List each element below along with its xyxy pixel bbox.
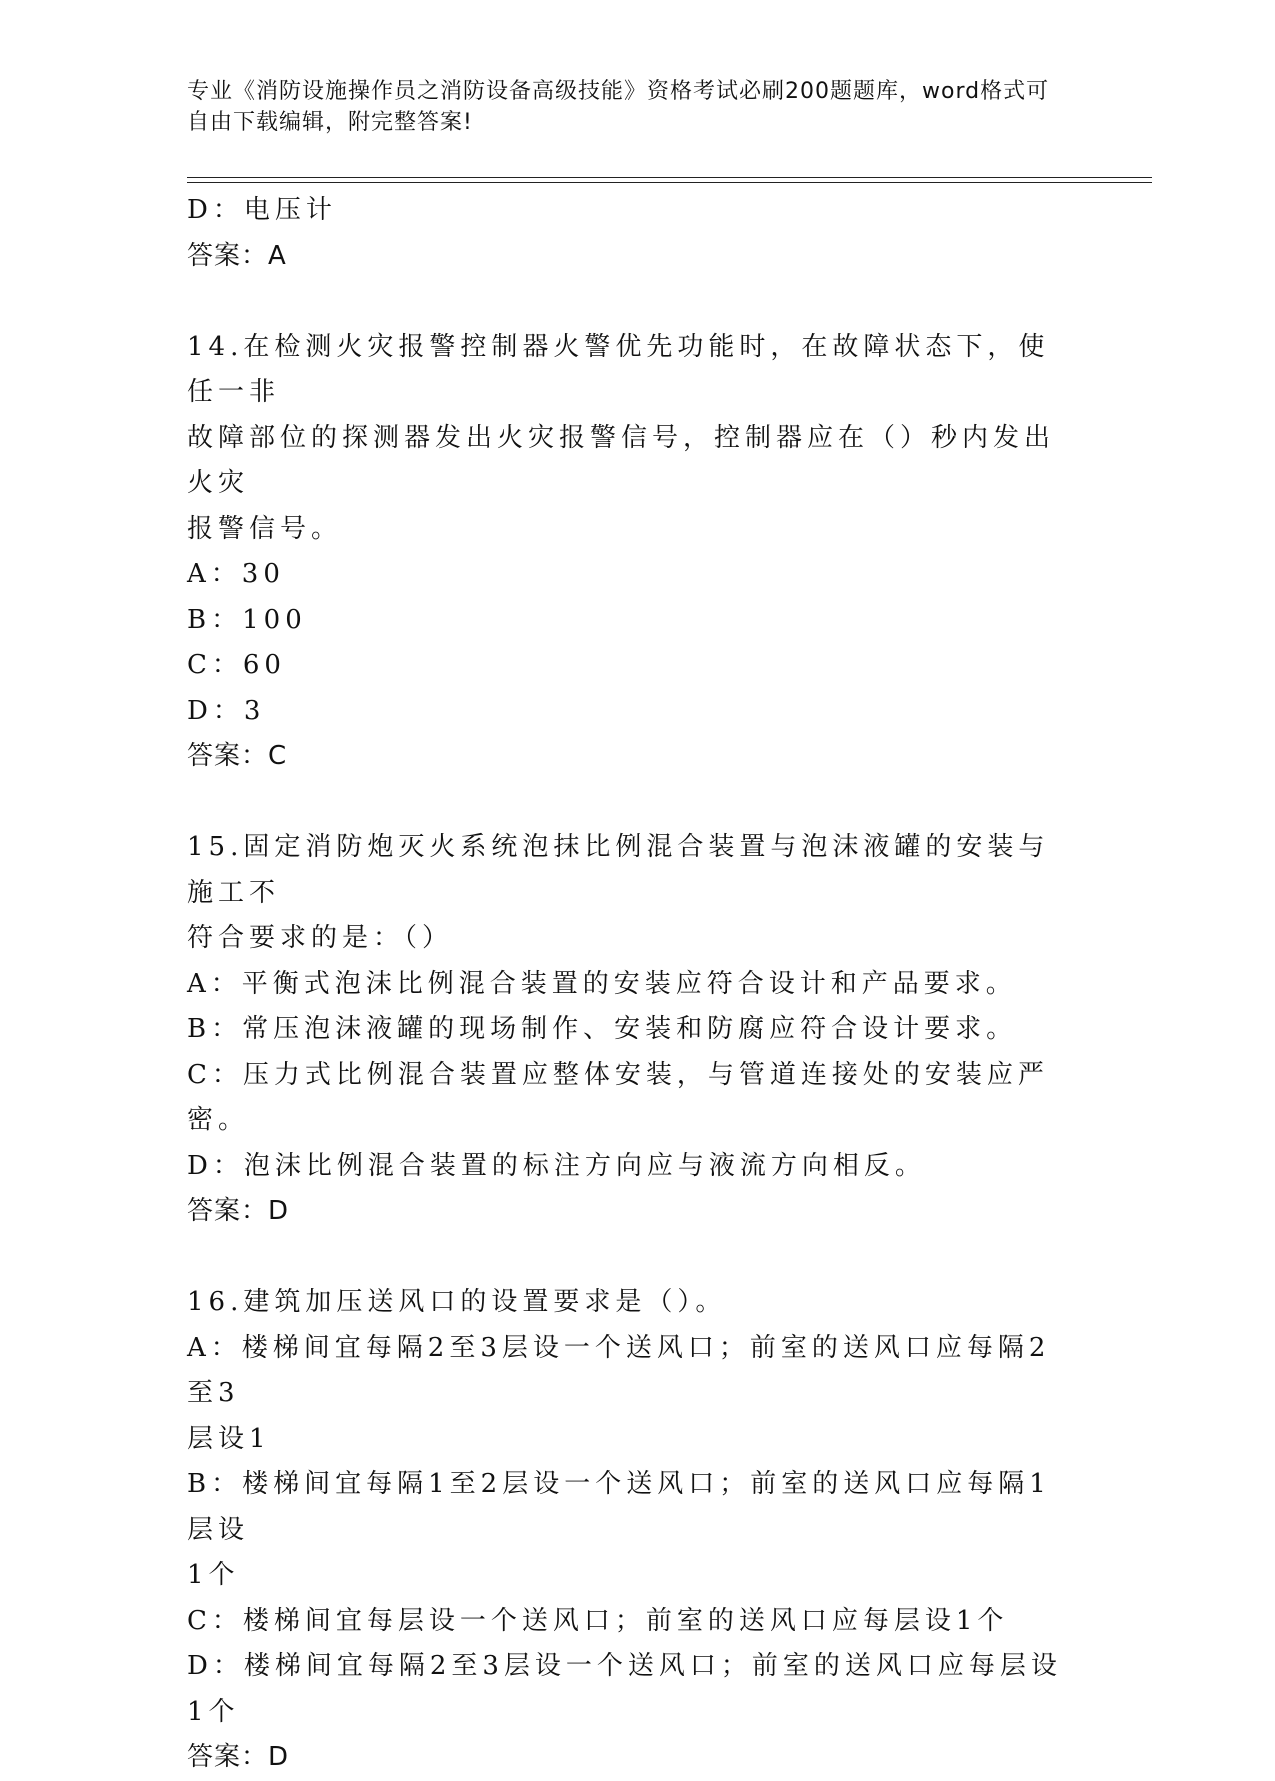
answer: 答案：C — [187, 741, 288, 771]
option-b: B：楼梯间宜每隔1至2层设一个送风口；前室的送风口应每隔1层设 — [187, 1469, 1051, 1545]
question-16 — [187, 1280, 1077, 1781]
option-d: D：电压计 — [187, 195, 337, 225]
previous-question-tail — [187, 188, 1077, 279]
spacer — [187, 279, 1077, 325]
option-a: A：30 — [187, 559, 285, 589]
option-c: C：60 — [187, 650, 286, 680]
spacer — [187, 780, 1077, 826]
question-text-line: 15.固定消防炮灭火系统泡抹比例混合装置与泡沫液罐的安装与施工不 — [187, 832, 1050, 908]
option-b-continued: 1个 — [187, 1560, 240, 1590]
answer: 答案：D — [187, 1742, 290, 1772]
answer: 答案：D — [187, 1196, 290, 1226]
option-d: D：泡沫比例混合装置的标注方向应与液流方向相反。 — [187, 1150, 926, 1181]
option-d: D：楼梯间宜每隔2至3层设一个送风口；前室的送风口应每层设1个 — [187, 1651, 1062, 1727]
spacer — [187, 1235, 1077, 1281]
option-c: C：楼梯间宜每层设一个送风口；前室的送风口应每层设1个 — [187, 1605, 1009, 1636]
option-c: C：压力式比例混合装置应整体安装，与管道连接处的安装应严密。 — [187, 1059, 1049, 1135]
option-a: A：平衡式泡沫比例混合装置的安装应符合设计和产品要求。 — [187, 968, 1017, 999]
question-text-line: 故障部位的探测器发出火灾报警信号，控制器应在（）秒内发出火灾 — [187, 422, 1056, 498]
question-text-line: 报警信号。 — [187, 513, 343, 544]
header-rule-bottom — [187, 182, 1152, 183]
option-a-continued: 层设1 — [187, 1423, 271, 1454]
question-15 — [187, 825, 1077, 1235]
option-a: A：楼梯间宜每隔2至3层设一个送风口；前室的送风口应每隔2至3 — [187, 1332, 1051, 1408]
option-b: B：常压泡沫液罐的现场制作、安装和防腐应符合设计要求。 — [187, 1014, 1018, 1044]
header-text: 专业《消防设施操作员之消防设备高级技能》资格考试必刷200题题库，word格式可自由下载编辑，附完整答案! — [187, 79, 1050, 135]
question-text-line: 符合要求的是：（） — [187, 923, 454, 953]
question-14 — [187, 325, 1077, 780]
answer: 答案：A — [187, 240, 287, 271]
question-content — [187, 188, 1077, 1781]
question-text-line: 14.在检测火灾报警控制器火警优先功能时，在故障状态下，使任一非 — [187, 331, 1050, 407]
document-header — [187, 76, 1067, 138]
option-d: D：3 — [187, 695, 266, 726]
question-text-line: 16.建筑加压送风口的设置要求是（）。 — [187, 1287, 727, 1317]
option-b: B：100 — [187, 604, 307, 635]
header-rule-top — [187, 177, 1152, 178]
